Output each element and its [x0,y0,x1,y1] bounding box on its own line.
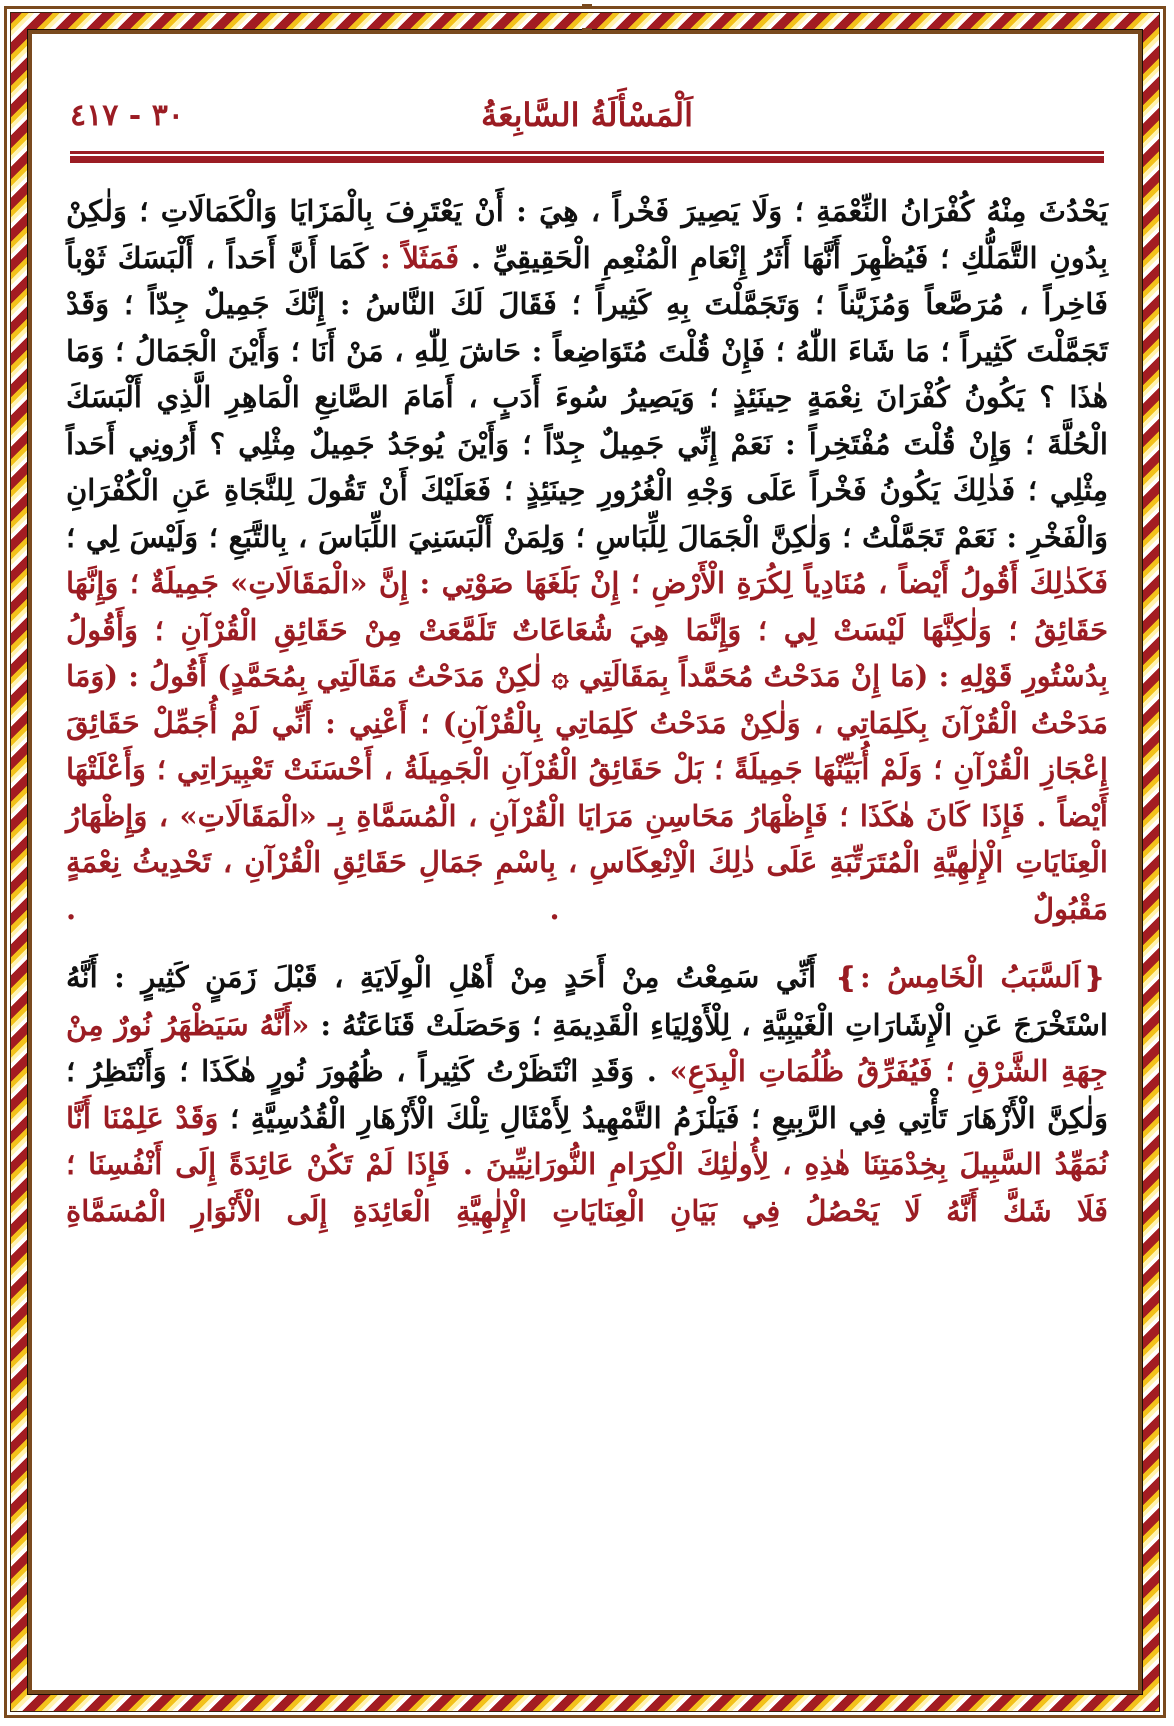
emphasis-segment: وَقَدْ عَلِمْنَا أَنَّا نُمَهِّدُ السَّبِيلَ بِخِدْمَتِنَا هٰذِهِ ، لِأُولٰئِكَ الْكِرَامِ النُّورَانِيِّينَ . فَإِذَا لَمْ تَكُنْ عَائِدَةً إِلَى أَنْفُسِنَا ؛ فَلَا شَكَّ أَنَّهُ لَا يَحْصُلُ فِي بَيَانِ الْعِنَايَاتِ الْإِلٰهِيَّةِ الْعَائِدَةِ إِلَى الْأَنْوَارِ الْمُسَمَّاةِ [66,1100,1108,1228]
text-segment: أَنِّي سَمِعْتُ مِنْ أَحَدٍ مِنْ أَهْلِ الْوِلَايَةِ ، قَبْلَ زَمَنٍ كَثِيرٍ : أَنَّهُ اسْتَخْرَجَ عَنِ الْإِشَارَاتِ الْغَيْبِيَّةِ ، لِلْأَوْلِيَاءِ الْقَدِيمَةِ ؛ وَحَصَلَتْ قَنَاعَتُهُ : [66,960,1108,1042]
paragraph-gap [66,932,1108,954]
section-heading: اَلسَّبَبُ الْخَامِسُ : [860,960,1081,994]
page-header [70,90,1104,150]
frame-knot-top [582,4,592,8]
text-segment: كَمَا أَنَّ أَحَداً ، أَلْبَسَكَ ثَوْباً فَاخِراً ، مُرَصَّعاً وَمُزَيَّناً ؛ وَتَجَمَّلْتَ بِهِ كَثِيراً ؛ فَقَالَ لَكَ النَّاسُ : إِنَّكَ جَمِيلٌ جِدّاً ؛ وَقَدْ تَجَمَّلْتَ كَثِيراً ؛ مَا شَاءَ اللّٰهُ ؛ فَإِنْ قُلْتَ مُتَوَاضِعاً : حَاشَ لِلّٰهِ ، مَنْ أَنَا ؛ وَأَيْنَ الْجَمَالُ ؛ وَمَا هٰذَا ؟ يَكُونُ كُفْرَانَ نِعْمَةٍ حِينَئِذٍ ؛ وَيَصِيرُ سُوءَ أَدَبٍ ، أَمَامَ الصَّانِعِ الْمَاهِرِ الَّذِي أَلْبَسَكَ الْحُلَّةَ ؛ وَإِنْ قُلْتَ مُفْتَخِراً : نَعَمْ إِنِّي جَمِيلٌ جِدّاً ؛ وَأَيْنَ يُوجَدُ جَمِيلٌ مِثْلِي ؟ أَرُونِي أَحَداً مِثْلِي ؛ فَذٰلِكَ يَكُونُ فَخْراً عَلَى وَجْهِ الْغُرُورِ حِينَئِذٍ ؛ فَعَلَيْكَ أَنْ تَقُولَ لِلنَّجَاةِ عَنِ الْكُفْرَانِ وَالْفَخْرِ : نَعَمْ تَجَمَّلْتُ ؛ وَلٰكِنَّ الْجَمَالَ لِلِّبَاسِ ؛ وَلِمَنْ أَلْبَسَنِيَ اللِّبَاسَ ، بِالتَّبَعِ ؛ وَلَيْسَ لِي ؛ [66,240,1108,554]
emphasis-segment: فَمَثَلاً : [379,240,460,275]
ornament-bracket-open-icon: ❴ [1082,961,1107,994]
header-rule-thick [70,156,1104,163]
quote-segment: «أَنَّهُ سَيَظْهَرُ نُورٌ مِنْ جِهَةِ الشَّرْقِ ؛ فَيُفَرِّقُ ظُلُمَاتِ الْبِدَعِ» [66,1007,1108,1088]
text-segment: . وَقَدِ انْتَظَرْتُ كَثِيراً ، ظُهُورَ نُورٍ هٰكَذَا ؛ وَأَنْتَظِرُ ؛ وَلٰكِنَّ الْأَزْهَارَ تَأْتِي فِي الرَّبِيعِ ؛ فَيَلْزَمُ التَّمْهِيدُ لِأَمْثَالِ تِلْكَ الْأَزْهَارِ الْقُدُسِيَّةِ ؛ [66,1054,1108,1135]
chapter-title: اَلْمَسْأَلَةُ السَّابِعَةُ [481,96,693,134]
ornament-bracket-close-icon: ❵ [834,961,859,994]
body-text [66,188,1108,1234]
text-segment: يَحْدُثَ مِنْهُ كُفْرَانُ النِّعْمَةِ ؛ وَلَا يَصِيرَ فَخْراً ، هِيَ : أَنْ يَعْتَرِفَ بِالْمَزَايَا وَالْكَمَالَاتِ ؛ وَلٰكِنْ بِدُونِ التَّمَلُّكِ ؛ فَيُظْهِرَ أَنَّهَا أَثَرُ إِنْعَامِ الْمُنْعِمِ الْحَقِيقِيِّ . [66,194,1108,275]
frame-knot-top-inner [582,28,592,32]
paragraph-1 [66,188,1108,932]
emphasis-segment: فَكَذٰلِكَ أَقُولُ أَيْضاً ، مُنَادِياً لِكُرَةِ الْأَرْضِ ؛ إِنْ بَلَغَهَا صَوْتِي : إِنَّ «الْمَقَالَاتِ» جَمِيلَةٌ ؛ وَإِنَّهَا حَقَائِقُ ؛ وَلٰكِنَّهَا لَيْسَتْ لِي ؛ وَإِنَّمَا هِيَ شُعَاعَاتٌ تَلَمَّعَتْ مِنْ حَقَائِقِ الْقُرْآنِ ؛ وَأَقُولُ بِدُسْتُورِ قَوْلِهِ : (مَا إِنْ مَدَحْتُ مُحَمَّداً بِمَقَالَتِي ۞ لٰكِنْ مَدَحْتُ مَقَالَتِي بِمُحَمَّدٍ) أَقُولُ : (وَمَا مَدَحْتُ الْقُرْآنَ بِكَلِمَاتِي ، وَلٰكِنْ مَدَحْتُ كَلِمَاتِي بِالْقُرْآنِ) ؛ أَعْنِي : أَنِّي لَمْ أُجَمِّلْ حَقَائِقَ إِعْجَازِ الْقُرْآنِ ؛ وَلَمْ أُبَيِّنْهَا جَمِيلَةً ؛ بَلْ حَقَائِقُ الْقُرْآنِ الْجَمِيلَةُ ، أَحْسَنَتْ تَعْبِيرَاتِي ؛ وَأَعْلَتْهَا أَيْضاً . فَإِذَا كَانَ هٰكَذَا ؛ فَإِظْهَارُ مَحَاسِنِ مَرَايَا الْقُرْآنِ ، الْمُسَمَّاةِ بِـ «الْمَقَالَاتِ» ، وَإِظْهَارُ الْعِنَايَاتِ الْإِلٰهِيَّةِ الْمُتَرَتِّبَةِ عَلَى ذٰلِكَ الْاِنْعِكَاسِ ، بِاسْمِ جَمَالِ حَقَائِقِ الْقُرْآنِ ، تَحْدِيثُ نِعْمَةٍ مَقْبُولٌ . . [66,566,1108,926]
header-rule-thin [70,151,1104,154]
page-numbers: ٣٠ - ٤١٧ [70,98,184,133]
paragraph-2 [66,954,1108,1234]
